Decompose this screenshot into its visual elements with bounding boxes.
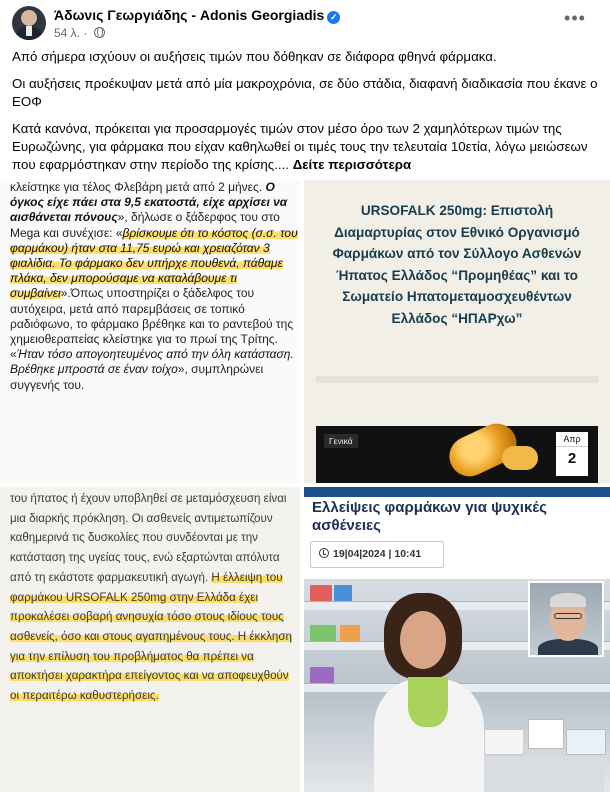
image-article-excerpt[interactable] xyxy=(0,180,300,483)
excerpt-italic: Ήταν τόσο απογοητευμένος από την όλη κατάσταση. Βρέθηκε μπροστά σε έναν τοίχο xyxy=(10,347,294,377)
medicine-box xyxy=(310,667,334,683)
more-options-button[interactable]: ••• xyxy=(564,8,586,28)
calendar-day: 2 xyxy=(567,450,577,467)
post-paragraph: Οι αυξήσεις προέκυψαν μετά από μία μακροχρόνια, σε δύο στάδια, διαφανή διαδικασία που έκανε ο ΕΟΦ xyxy=(12,76,598,109)
article-thumbnail xyxy=(316,426,598,483)
pharmacist-figure xyxy=(374,593,484,792)
medicine-box xyxy=(310,625,336,641)
news-date xyxy=(310,541,444,568)
post-header xyxy=(0,0,610,46)
calendar-month: Απρ xyxy=(556,432,588,447)
post-paragraph xyxy=(12,120,598,174)
verified-badge-icon: ✓ xyxy=(327,11,340,24)
highlighted-text-marked: Η έλλειψη του φαρμάκου URSOFALK 250mg στην Ελλάδα έχει προκαλέσει σοβαρή ανησυχία τόσο στους ιδίους τους ασθενείς, όσο και στους αγαπημένους τους. Η έκκληση για την επίλυση του προβλήματος θα πρέπει να αποκτήσει χαρακτήρα επείγοντος και να αποφευχθούν οι περαιτέρω καθυστερήσεις. xyxy=(10,570,292,703)
medicine-box xyxy=(310,585,332,601)
excerpt-bold: Ο όγκος είχε πάει στα 9,5 εκατοστά, είχε αρχίσει να αισθάνεται πόνους xyxy=(10,180,288,225)
pharmacy-photo xyxy=(304,579,610,792)
excerpt-line: ».Όπως υποστηρίζει ο ξάδελφος του αυτόχειρα, μετά από παρεμβάσεις σε τοπικό ραδιόφωνο, το φάρμακο βρέθηκε και το ραντεβού της χημειοθεραπείας κλείστηκε για το πρωί της Τρίτης. « xyxy=(10,286,294,362)
post-image-grid xyxy=(0,180,610,792)
clock-icon xyxy=(319,548,329,558)
medicine-box xyxy=(334,585,352,601)
medicine-box xyxy=(566,729,606,755)
excerpt-line: », συμπληρώνει συγγενής του. xyxy=(10,362,264,392)
medicine-box xyxy=(484,729,524,755)
post-time[interactable]: 54 λ. · xyxy=(54,26,88,40)
poster-title: URSOFALK 250mg: Επιστολή Διαμαρτυρίας στον Εθνικό Οργανισμό Φαρμάκων από τον Σύλλογο Ασθενών Ήπατος Ελλάδος “Προμηθέας” και το Σωματείο Ηπατομεταμοσχευθέντων Ελλάδος “ΗΠΑΡχω” xyxy=(332,203,582,326)
post-meta xyxy=(54,26,105,40)
post-paragraph-text: Κατά κανόνα, πρόκειται για προσαρμογές τιμών στον μέσο όρο των 2 χαμηλότερων τιμών της Ευρωζώνης, για φάρμακα που είχαν καθηλωθεί οι τιμές τους την τελευταία 10ετία, λόγω μειώσεων που εφαρμόστηκαν στην περίοδο της κρίσης.... xyxy=(12,121,588,172)
author-name-text[interactable]: Άδωνις Γεωργιάδης - Adonis Georgiadis xyxy=(54,7,325,23)
author-name[interactable] xyxy=(54,7,340,24)
see-more-link[interactable]: Δείτε περισσότερα xyxy=(292,157,412,172)
pill-icon xyxy=(502,446,538,470)
poster-divider xyxy=(316,376,598,383)
inset-portrait xyxy=(528,581,604,657)
image-news-shortages[interactable] xyxy=(304,487,610,792)
news-site-bar xyxy=(304,487,610,497)
post-paragraph: Από σήμερα ισχύουν οι αυξήσεις τιμών που δόθηκαν σε διάφορα φθηνά φάρμακα. xyxy=(12,49,497,64)
author-avatar[interactable] xyxy=(12,6,46,40)
news-headline: Ελλείψεις φαρμάκων για ψυχικές ασθένειες xyxy=(312,499,547,534)
excerpt-line: », δήλωσε ο ξάδερφος του στο Mega και συνέχισε: « xyxy=(10,210,280,240)
post-body xyxy=(12,48,598,183)
highlighted-text-plain: του ήπατος ή έχουν υποβληθεί σε μεταμόσχευση είναι μια διαρκής πρόκληση. Οι ασθενείς αντιμετωπίζουν καθημερινά τις δυσκολίες που συνδέονται με την κατάσταση της υγείας τους, ενώ εξαρτώνται απόλυτα από τη εκάστοτε φαρμακευτική αγωγή. xyxy=(10,492,287,584)
article-excerpt-text xyxy=(10,180,298,393)
image-highlighted-text[interactable] xyxy=(0,487,300,792)
globe-icon xyxy=(94,27,105,38)
image-protest-letter-poster[interactable] xyxy=(304,180,610,483)
highlighted-text-body xyxy=(10,489,294,706)
excerpt-line: κλείστηκε για τέλος Φλεβάρη μετά από 2 μήνες. xyxy=(10,180,266,194)
category-tag: Γενικά xyxy=(324,434,358,448)
news-date-text: 19|04|2024 | 10:41 xyxy=(333,548,422,560)
calendar-date-icon xyxy=(556,432,588,476)
medicine-box xyxy=(528,719,564,749)
medicine-box xyxy=(340,625,360,641)
excerpt-highlight: βρίσκουμε ότι το κόστος (σ.σ. του φαρμάκου) ήταν στα 11,75 ευρώ και χρειαζόταν 3 φιαλίδια. Το φάρμακο δεν υπήρχε πουθενά, πάθαμε πλάκα, δεν μπορούσαμε να καταλάβουμε τι συμβαίνει xyxy=(10,225,298,301)
